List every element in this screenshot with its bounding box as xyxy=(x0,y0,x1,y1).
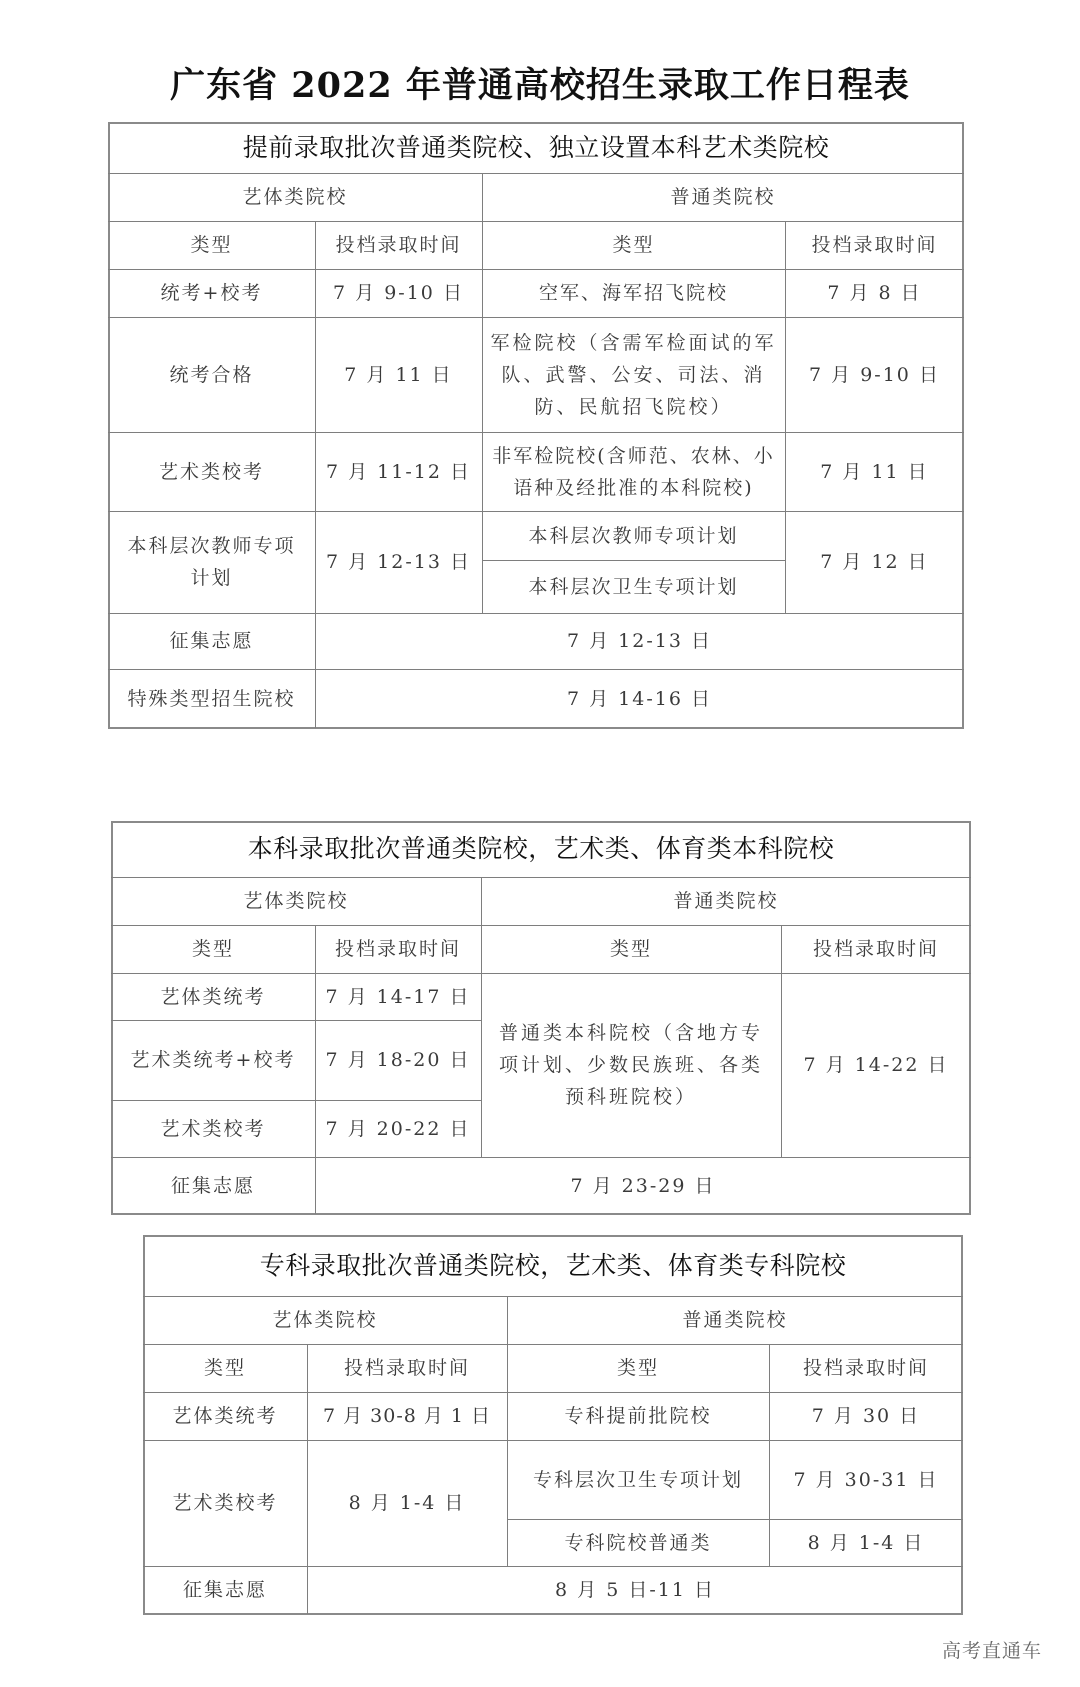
cell-time: 7 月 11 日 xyxy=(820,460,929,483)
section-heading: 本科录取批次普通类院校，艺术类、体育类本科院校 xyxy=(247,834,835,863)
cell-type: 艺术类校考 xyxy=(158,460,264,483)
cell-type: 特殊类型招生院校 xyxy=(127,687,296,710)
cell-type: 本科层次教师专项计划 xyxy=(528,524,739,547)
section-heading: 专科录取批次普通类院校，艺术类、体育类专科院校 xyxy=(259,1250,847,1280)
group-header-general: 普通类院校 xyxy=(682,1309,788,1331)
cell-time: 7 月 18-20 日 xyxy=(325,1049,471,1071)
cell-type: 艺术类校考 xyxy=(172,1492,278,1514)
column-header-time: 投档录取时间 xyxy=(812,938,939,960)
cell-type: 本科层次教师专项计划 xyxy=(127,535,296,589)
cell-time: 7 月 23-29 日 xyxy=(570,1174,716,1197)
cell-time: 7 月 12-13 日 xyxy=(567,630,712,652)
cell-type: 征集志愿 xyxy=(170,1174,255,1197)
cell-time: 7 月 14-22 日 xyxy=(803,1054,949,1076)
cell-time: 8 月 1-4 日 xyxy=(807,1531,925,1554)
section-heading: 提前录取批次普通类院校、独立设置本科艺术类院校 xyxy=(242,132,830,162)
cell-time: 7 月 14-16 日 xyxy=(567,687,712,710)
cell-type: 征集志愿 xyxy=(169,630,254,652)
cell-time: 7 月 14-17 日 xyxy=(325,985,471,1008)
cell-time: 7 月 20-22 日 xyxy=(325,1117,471,1140)
column-header-type: 类型 xyxy=(191,938,234,960)
column-header-type: 类型 xyxy=(190,234,233,256)
cell-time: 7 月 30-8 月 1 日 xyxy=(322,1405,492,1427)
cell-type: 艺术类统考+校考 xyxy=(130,1049,296,1071)
column-header-time: 投档录取时间 xyxy=(335,234,462,256)
document-title: 广东省 2022 年普通高校招生录取工作日程表 xyxy=(170,65,910,106)
cell-type: 专科院校普通类 xyxy=(564,1531,712,1554)
cell-type: 统考+校考 xyxy=(160,282,263,304)
cell-type: 专科层次卫生专项计划 xyxy=(532,1468,743,1491)
column-header-type: 类型 xyxy=(616,1357,659,1379)
group-header-art: 艺体类院校 xyxy=(272,1309,378,1331)
cell-type: 本科层次卫生专项计划 xyxy=(528,575,739,598)
cell-time: 7 月 30-31 日 xyxy=(793,1468,939,1491)
cell-time: 7 月 30 日 xyxy=(811,1405,921,1427)
cell-type: 空军、海军招飞院校 xyxy=(538,282,728,304)
cell-time: 7 月 11-12 日 xyxy=(326,460,471,483)
cell-type: 专科提前批院校 xyxy=(564,1405,712,1427)
column-header-time: 投档录取时间 xyxy=(334,938,461,960)
column-header-time: 投档录取时间 xyxy=(811,234,938,256)
column-header-time: 投档录取时间 xyxy=(802,1357,929,1379)
cell-time: 7 月 8 日 xyxy=(827,282,922,304)
cell-type: 普通类本科院校（含地方专项计划、少数民族班、各类预科班院校） xyxy=(498,1022,763,1108)
cell-type: 艺体类统考 xyxy=(172,1405,278,1427)
column-header-type: 类型 xyxy=(609,938,652,960)
cell-type: 统考合格 xyxy=(169,363,254,386)
group-header-art: 艺体类院校 xyxy=(243,890,349,912)
group-header-general: 普通类院校 xyxy=(673,890,779,912)
group-header-general: 普通类院校 xyxy=(670,186,776,208)
cell-type: 艺体类统考 xyxy=(160,985,266,1008)
cell-time: 8 月 1-4 日 xyxy=(348,1492,466,1514)
cell-time: 7 月 9-10 日 xyxy=(333,282,464,304)
column-header-type: 类型 xyxy=(612,234,655,256)
column-header-time: 投档录取时间 xyxy=(343,1357,470,1379)
cell-time: 7 月 12 日 xyxy=(820,551,929,573)
cell-type: 军检院校（含需军检面试的军队、武警、公安、司法、消防、民航招飞院校） xyxy=(490,331,777,418)
cell-time: 8 月 5 日-11 日 xyxy=(555,1579,715,1601)
source-watermark: 高考直通车 xyxy=(942,1640,1043,1662)
cell-type: 征集志愿 xyxy=(182,1579,267,1601)
group-header-art: 艺体类院校 xyxy=(242,186,348,208)
cell-time: 7 月 9-10 日 xyxy=(809,363,940,386)
cell-time: 7 月 11 日 xyxy=(344,363,453,386)
column-header-type: 类型 xyxy=(203,1357,246,1379)
cell-type: 艺术类校考 xyxy=(160,1117,266,1140)
cell-type: 非军检院校(含师范、农林、小语种及经批准的本科院校) xyxy=(492,444,775,499)
cell-time: 7 月 12-13 日 xyxy=(326,551,471,573)
